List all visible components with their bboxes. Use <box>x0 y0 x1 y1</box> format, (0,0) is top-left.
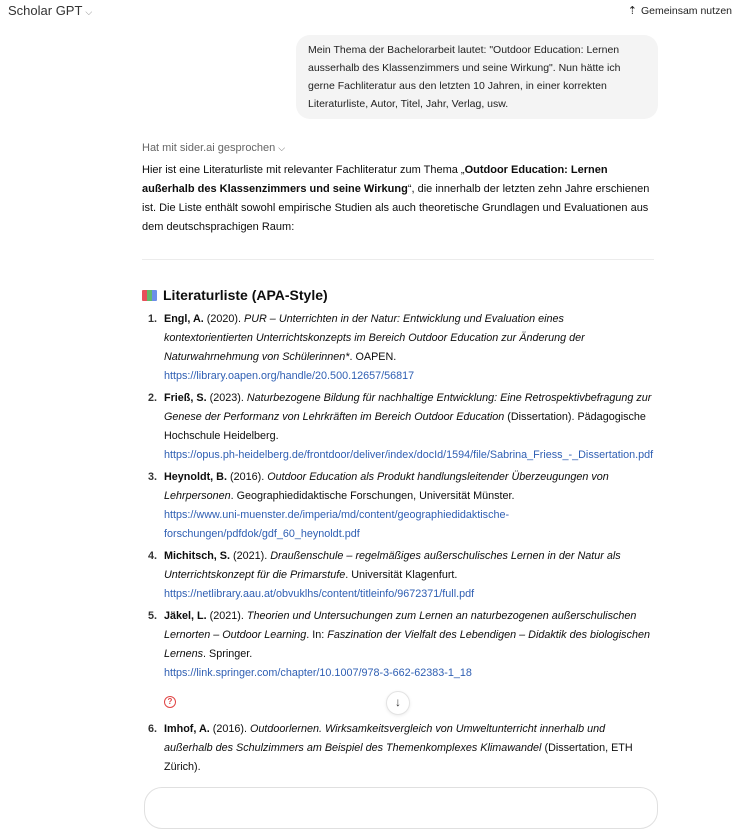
divider <box>142 259 654 260</box>
reference-year: (2020). <box>203 313 245 325</box>
top-bar <box>0 0 744 22</box>
reference-author: Imhof, A. <box>164 723 210 735</box>
reference-publisher: (Dissertation). Pädagogische Hochschule Heidelberg. <box>164 411 646 442</box>
reference-year: (2023). <box>206 392 247 404</box>
reference-title: Theorien und Untersuchungen zum Lernen an naturbezogenen außerschulischen Lernorten – Outdoor Learning <box>164 610 637 641</box>
reference-number: 1. <box>148 313 158 325</box>
books-icon <box>142 290 157 301</box>
reference-item <box>142 468 654 544</box>
reference-number: 4. <box>148 550 158 562</box>
arrow-down-icon: ↓ <box>395 695 401 709</box>
reference-item <box>142 720 654 777</box>
reference-title: Outdoor Education als Produkt handlungsleitender Überzeugungen von Lehrpersonen <box>164 471 609 502</box>
reference-number: 6. <box>148 723 158 735</box>
reference-link[interactable]: https://link.springer.com/chapter/10.1007/978-3-662-62383-1_18 <box>164 667 472 679</box>
chevron-down-icon: ⌵ <box>278 143 286 153</box>
reference-title: Outdoorlernen. Wirksamkeitsvergleich von Umweltunterricht innerhalb und außerhalb des Schulzimmers am Beispiel des Themenkomplexes Klimawandel <box>164 723 606 754</box>
reference-item <box>142 607 654 683</box>
reference-book: Faszination der Vielfalt des Lebendigen – Didaktik des biologischen Lernens <box>164 629 650 660</box>
reference-title: Draußenschule – regelmäßiges außerschulisches Lernen in der Natur als Unterrichtskonzept für die Primarstufe <box>164 550 621 581</box>
reference-author: Jäkel, L. <box>164 610 207 622</box>
message-composer[interactable] <box>144 787 658 829</box>
reference-publisher: . Springer. <box>203 648 253 660</box>
reference-number: 2. <box>148 392 158 404</box>
sider-badge-icon[interactable]: ? <box>164 696 176 708</box>
intro-text-end: “, die innerhalb der letzten zehn Jahre erschienen ist. Die Liste enthält sowohl empirische Studien als auch theoretische Grundlagen und Evaluationen aus dem deutschsprachigen Raum: <box>142 183 650 233</box>
reference-number: 3. <box>148 471 158 483</box>
reference-item <box>142 389 654 465</box>
reference-author: Frieß, S. <box>164 392 207 404</box>
reference-in-label: . In: <box>306 629 328 641</box>
intro-topic: Outdoor Education: Lernen außerhalb des Klassenzimmers und seine Wirkung <box>142 164 608 195</box>
reference-number: 5. <box>148 610 158 622</box>
reference-author: Michitsch, S. <box>164 550 230 562</box>
model-selector[interactable] <box>8 3 92 18</box>
reference-publisher: . OAPEN. <box>349 351 397 363</box>
reference-year: (2021). <box>206 610 247 622</box>
chevron-down-icon: ⌵ <box>85 7 93 17</box>
reference-title: Naturbezogene Bildung für nachhaltige Entwicklung: Eine Retrospektivbefragung zur Genese der Performanz von Lehrkräften im Bereich Outdoor Education <box>164 392 652 423</box>
reference-list <box>142 310 654 777</box>
reference-publisher: . Universität Klagenfurt. <box>345 569 458 581</box>
user-message: Mein Thema der Bachelorarbeit lautet: "Outdoor Education: Lernen ausserhalb des Klassenzimmers und seine Wirkung". Nun hätte ich gerne Fachliteratur aus den letzten 10 Jahren, in einer korrekten Literaturliste, Autor, Titel, Jahr, Verlag, usw. <box>296 35 658 119</box>
reference-year: (2021). <box>230 550 271 562</box>
model-name: Scholar GPT <box>8 3 83 18</box>
reference-author: Heynoldt, B. <box>164 471 227 483</box>
share-upload-icon: ⇡ <box>627 5 637 17</box>
reference-link[interactable]: https://www.uni-muenster.de/imperia/md/content/geographiedidaktische-forschungen/pdfdok/gdf_60_heynoldt.pdf <box>164 509 510 540</box>
reference-author: Engl, A. <box>164 313 204 325</box>
reference-item <box>142 547 654 604</box>
reference-publisher: . Geographiedidaktische Forschungen, Universität Münster. <box>230 490 515 502</box>
reference-link[interactable]: https://opus.ph-heidelberg.de/frontdoor/deliver/index/docId/1594/file/Sabrina_Friess_-_Dissertation.pdf <box>164 449 654 461</box>
section-heading <box>142 286 654 304</box>
reference-publisher: (Dissertation, ETH Zürich). <box>164 742 633 773</box>
heading-text: Literaturliste (APA-Style) <box>163 287 328 303</box>
reference-link[interactable]: https://library.oapen.org/handle/20.500.12657/56817 <box>164 370 415 382</box>
share-button[interactable] <box>628 4 732 17</box>
badge-row <box>142 686 654 720</box>
assistant-message <box>142 141 654 829</box>
reference-year: (2016). <box>226 471 268 483</box>
reference-item <box>142 310 654 386</box>
tool-status-toggle[interactable] <box>142 141 654 155</box>
tool-status-label: Hat mit sider.ai gesprochen <box>142 142 276 154</box>
intro-text: Hier ist eine Literaturliste mit relevanter Fachliteratur zum Thema „ <box>142 164 465 176</box>
scroll-to-bottom-button[interactable] <box>386 691 410 715</box>
reference-link[interactable]: https://netlibrary.aau.at/obvuklhs/content/titleinfo/9672371/full.pdf <box>164 588 475 600</box>
share-label: Gemeinsam nutzen <box>640 5 732 17</box>
assistant-intro <box>142 161 654 237</box>
reference-title: PUR – Unterrichten in der Natur: Entwicklung und Evaluation eines kontextorientierten Unterrichtskonzepts im Bereich Outdoor Education zur Änderung der Naturwahrnehmung von Schülerinnen* <box>164 313 585 363</box>
reference-year: (2016). <box>209 723 250 735</box>
